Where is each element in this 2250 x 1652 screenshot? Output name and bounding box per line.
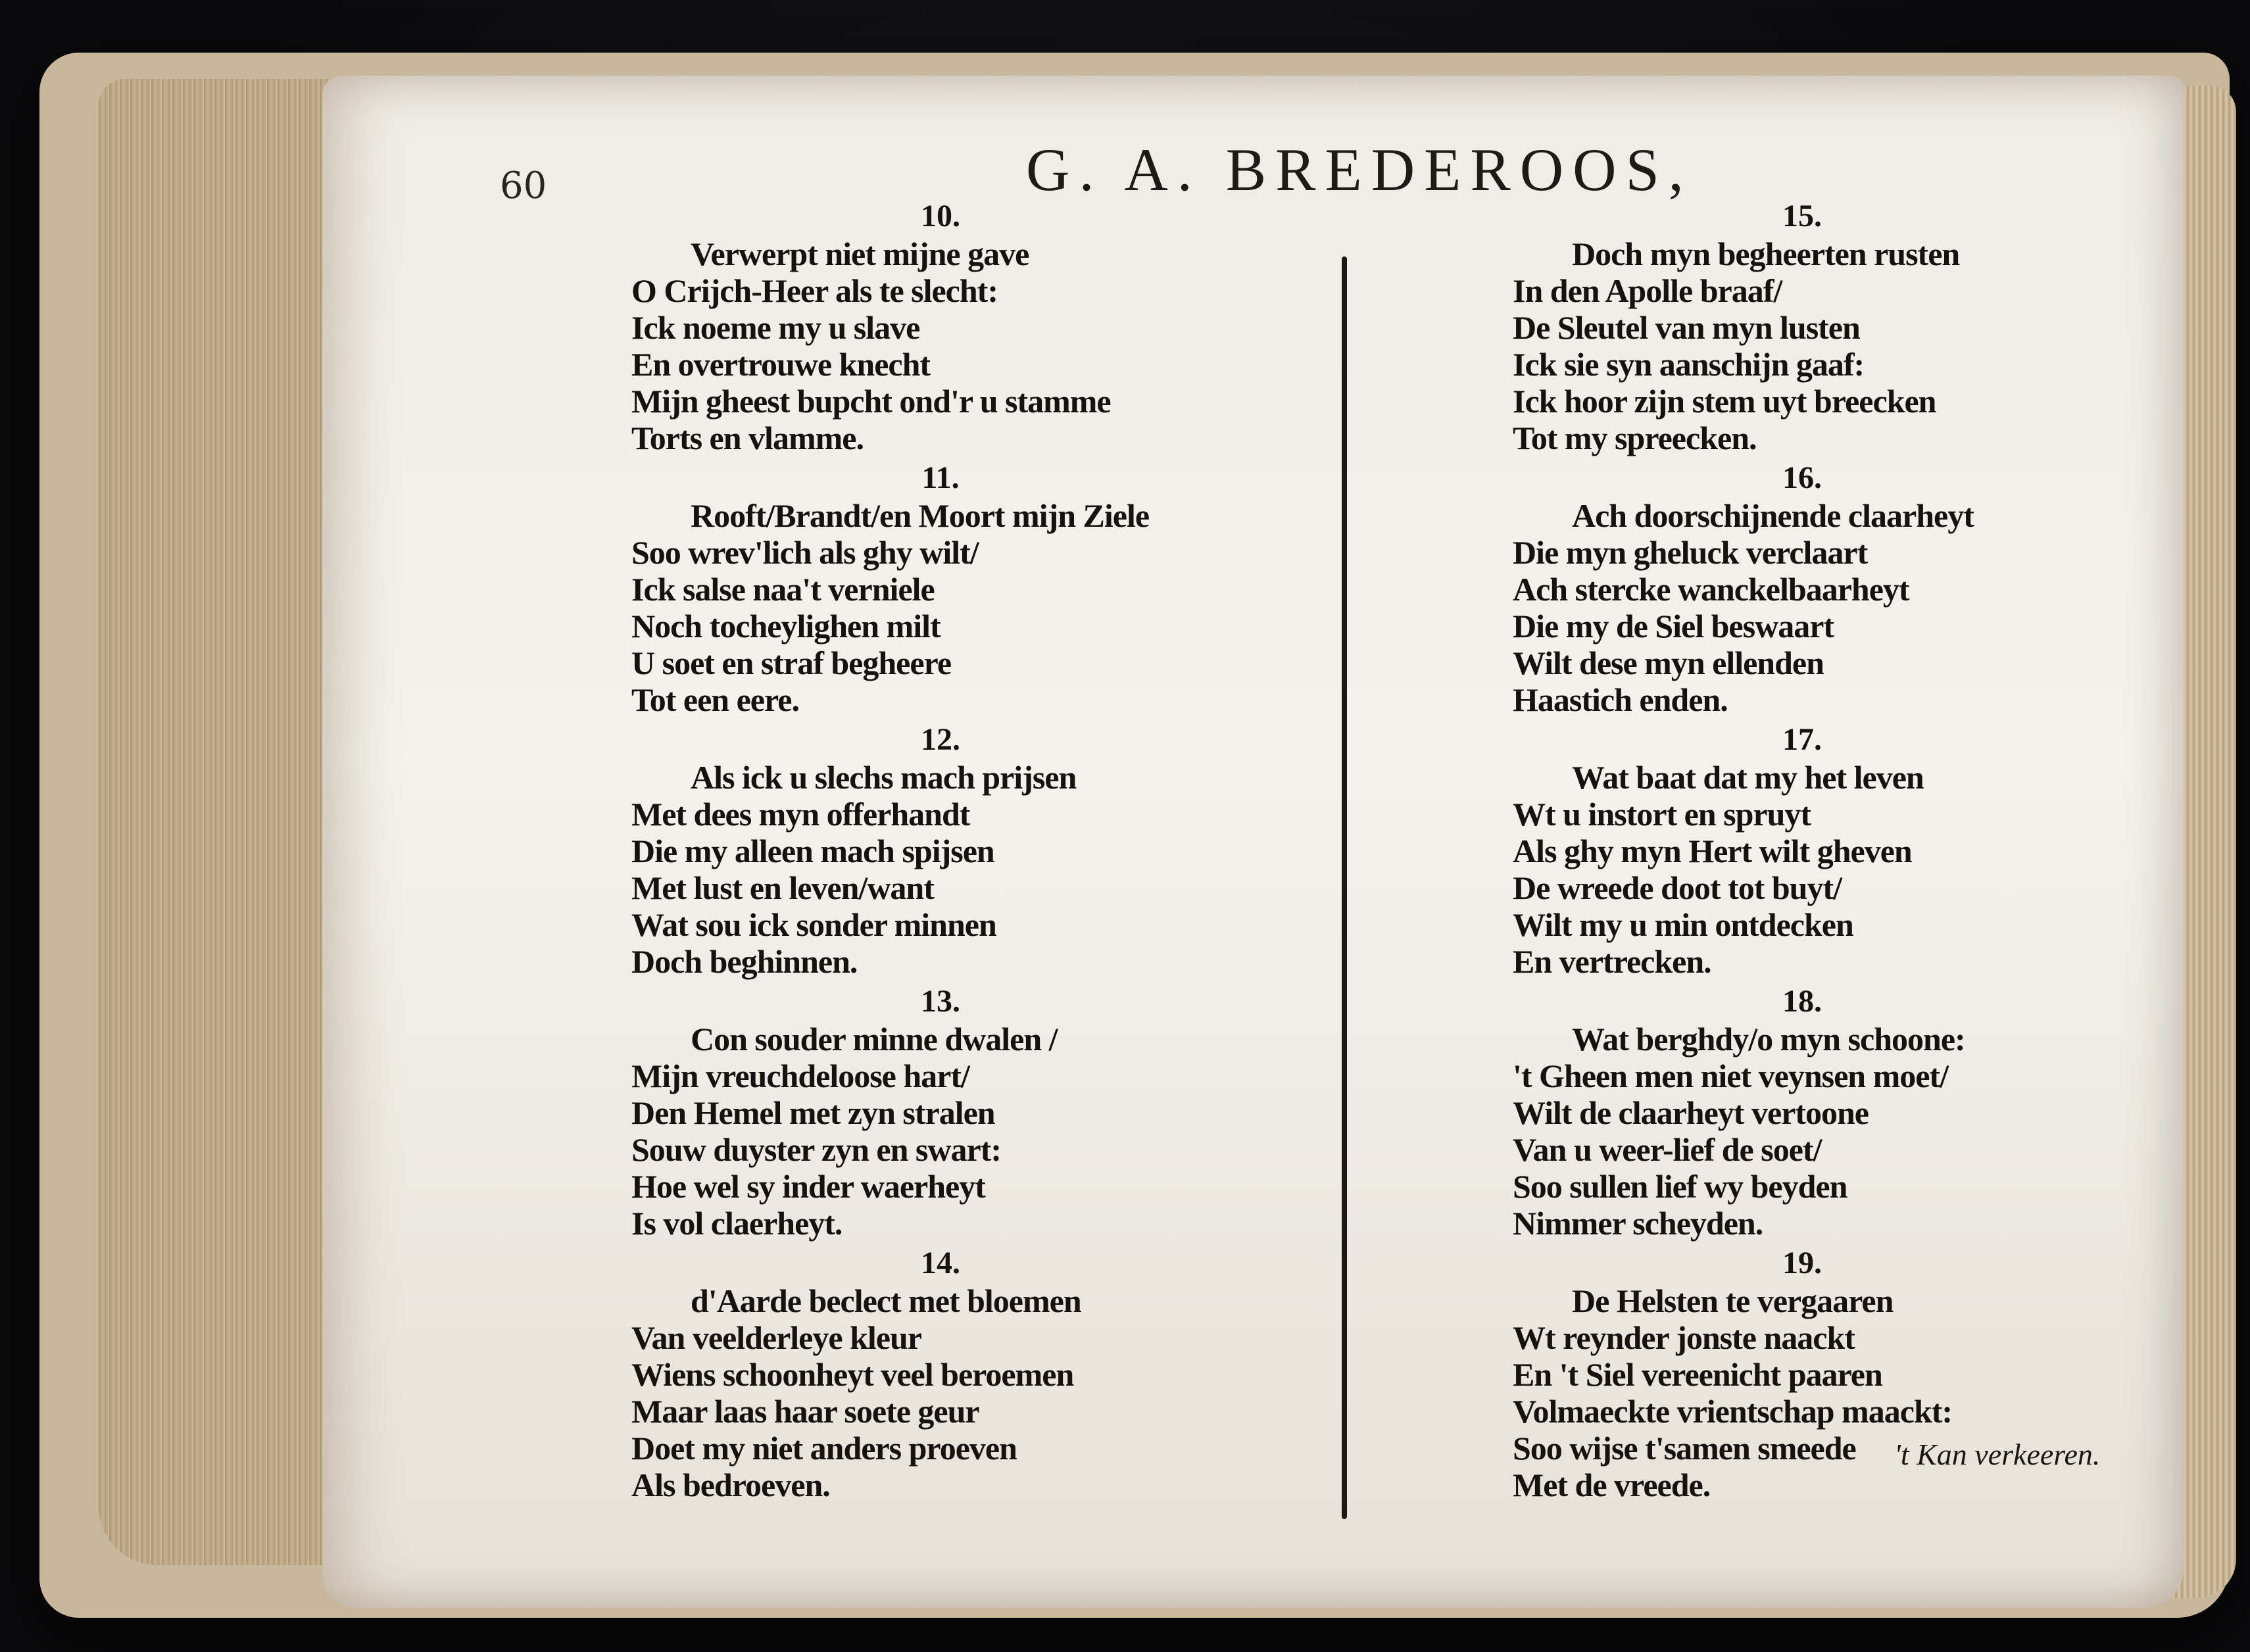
- verse-line: Noch tocheylighen milt: [631, 608, 941, 644]
- stanza-number: 12.: [921, 722, 960, 757]
- verse-line: Ach doorschijnende claarheyt: [1572, 497, 1974, 534]
- verse-line: Van u weer-lief de soet/: [1513, 1131, 1822, 1168]
- verse-line: De Sleutel van myn lusten: [1513, 309, 1860, 346]
- verse-line: Met lust en leven/want: [631, 869, 934, 906]
- verse-line: Tot een eere.: [631, 681, 799, 718]
- stanza-number: 13.: [921, 984, 960, 1019]
- stanza: [1513, 459, 2091, 718]
- verse-line: Hoe wel sy inder waerheyt: [631, 1168, 985, 1205]
- verse-line: Wilt de claarheyt vertoone: [1513, 1094, 1869, 1131]
- page-number: 60: [500, 164, 547, 207]
- verse-line: Met de vreede.: [1513, 1467, 1711, 1503]
- verse-line: In den Apolle braaf/: [1513, 272, 1782, 309]
- verse-line: Rooft/Brandt/en Moort mijn Ziele: [691, 497, 1150, 534]
- stanza-number: 16.: [1782, 460, 1822, 495]
- stanza-number: 10.: [921, 199, 960, 233]
- column-divider: [1342, 256, 1347, 1519]
- verse-line: Doet my niet anders proeven: [631, 1430, 1017, 1467]
- stanza-number: 14.: [921, 1246, 960, 1280]
- verse-line: Doch beghinnen.: [631, 943, 858, 980]
- verse-line: Volmaeckte vrientschap maackt:: [1513, 1393, 1953, 1430]
- verse-line: Wilt my u min ontdecken: [1513, 906, 1853, 943]
- verse-line: Wat sou ick sonder minnen: [631, 906, 996, 943]
- verse-line: Wat baat dat my het leven: [1572, 759, 1924, 796]
- verse-line: Soo sullen lief wy beyden: [1513, 1168, 1847, 1205]
- page-edges-left: [99, 79, 349, 1565]
- verse-line: Die myn gheluck verclaart: [1513, 534, 1868, 571]
- verse-line: Ick hoor zijn stem uyt breecken: [1513, 383, 1936, 420]
- stanza: [631, 1244, 1250, 1503]
- stanza: [631, 983, 1250, 1242]
- verse-line: Ick salse naa't verniele: [631, 571, 935, 608]
- verse-line: Ach stercke wanckelbaarheyt: [1513, 571, 1909, 608]
- stanza: [1513, 721, 2091, 980]
- stanza-number: 11.: [921, 460, 960, 495]
- verse-line: Soo wrev'lich als ghy wilt/: [631, 534, 979, 571]
- verse-line: Als bedroeven.: [631, 1467, 830, 1503]
- verse-line: Wt reynder jonste naackt: [1513, 1319, 1855, 1356]
- verse-line: Die my de Siel beswaart: [1513, 608, 1834, 644]
- running-header: G. A. BREDEROOS,: [1026, 136, 1693, 203]
- verse-line: Als ick u slechs mach prijsen: [691, 759, 1077, 796]
- verse-line: 't Gheen men niet veynsen moet/: [1513, 1057, 1948, 1094]
- verse-line: d'Aarde beclect met bloemen: [691, 1282, 1081, 1319]
- verse-line: De wreede doot tot buyt/: [1513, 869, 1842, 906]
- verse-line: Wt u instort en spruyt: [1513, 796, 1811, 833]
- verse-line: Wilt dese myn ellenden: [1513, 644, 1824, 681]
- verse-line: En 't Siel vereenicht paaren: [1513, 1356, 1882, 1393]
- stanza: [631, 197, 1250, 456]
- stanza: [631, 721, 1250, 980]
- verse-line: Als ghy myn Hert wilt gheven: [1513, 833, 1912, 869]
- verse-line: Soo wijse t'samen smeede: [1513, 1430, 1856, 1467]
- verse-line: Den Hemel met zyn stralen: [631, 1094, 995, 1131]
- verse-line: Ick sie syn aanschijn gaaf:: [1513, 346, 1865, 383]
- stanza: [631, 459, 1250, 718]
- stanza: [1513, 983, 2091, 1242]
- catchword: 't Kan verkeeren.: [1894, 1438, 2101, 1471]
- stanza-number: 19.: [1782, 1246, 1822, 1280]
- verse-line: Die my alleen mach spijsen: [631, 833, 994, 869]
- right-column: [1513, 197, 2091, 1506]
- verse-line: En overtrouwe knecht: [631, 346, 931, 383]
- verse-line: Mijn vreuchdeloose hart/: [631, 1057, 969, 1094]
- verse-line: Ick noeme my u slave: [631, 309, 920, 346]
- verse-line: Van veelderleye kleur: [631, 1319, 921, 1356]
- verse-line: O Crijch-Heer als te slecht:: [631, 272, 998, 309]
- verse-line: Is vol claerheyt.: [631, 1205, 843, 1242]
- stanza: [1513, 197, 2091, 456]
- stanza-number: 18.: [1782, 984, 1822, 1019]
- verse-line: Wat berghdy/o myn schoone:: [1572, 1021, 1965, 1057]
- verse-line: En vertrecken.: [1513, 943, 1711, 980]
- verse-line: Haastich enden.: [1513, 681, 1728, 718]
- verse-line: Souw duyster zyn en swart:: [631, 1131, 1001, 1168]
- verse-line: Con souder minne dwalen /: [691, 1021, 1058, 1057]
- verse-line: Nimmer scheyden.: [1513, 1205, 1763, 1242]
- verse-line: Met dees myn offerhandt: [631, 796, 970, 833]
- verse-line: Verwerpt niet mijne gave: [691, 235, 1029, 272]
- left-column: [631, 197, 1250, 1506]
- stanza-number: 15.: [1782, 199, 1822, 233]
- verse-line: Doch myn begheerten rusten: [1572, 235, 1960, 272]
- verse-line: Tot my spreecken.: [1513, 420, 1757, 456]
- verse-line: De Helsten te vergaaren: [1572, 1282, 1894, 1319]
- stanza-number: 17.: [1782, 722, 1822, 757]
- verse-line: Maar laas haar soete geur: [631, 1393, 979, 1430]
- verse-line: U soet en straf begheere: [631, 644, 952, 681]
- verse-line: Wiens schoonheyt veel beroemen: [631, 1356, 1074, 1393]
- verse-line: Torts en vlamme.: [631, 420, 864, 456]
- verse-line: Mijn gheest bupcht ond'r u stamme: [631, 383, 1111, 420]
